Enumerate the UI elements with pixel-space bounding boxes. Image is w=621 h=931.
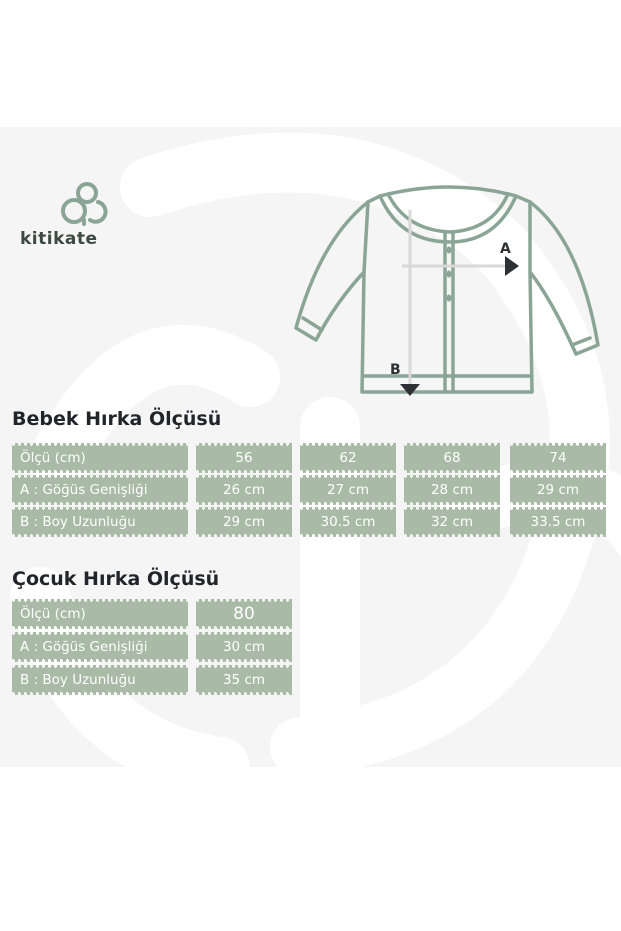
cocuk-row-label: Ölçü (cm)	[12, 602, 188, 626]
bebek-cell: 27 cm	[300, 478, 396, 502]
cocuk-title: Çocuk Hırka Ölçüsü	[12, 568, 220, 590]
cocuk-row-label: A : Göğüs Genişliği	[12, 635, 188, 659]
bebek-cell: 56	[196, 446, 292, 470]
bebek-cell: 74	[510, 446, 606, 470]
arrow-a-icon	[505, 256, 519, 276]
cocuk-row-label: B : Boy Uzunluğu	[12, 668, 188, 692]
cocuk-cell: 35 cm	[196, 668, 292, 692]
bebek-title: Bebek Hırka Ölçüsü	[12, 408, 222, 430]
bebek-cell: 30.5 cm	[300, 510, 396, 534]
bebek-cell: 33.5 cm	[510, 510, 606, 534]
arrow-b-icon	[400, 384, 420, 396]
bebek-cell: 28 cm	[404, 478, 500, 502]
bebek-row-label: Ölçü (cm)	[12, 446, 188, 470]
bebek-cell: 29 cm	[196, 510, 292, 534]
cocuk-cell: 80	[196, 602, 292, 626]
bebek-cell: 29 cm	[510, 478, 606, 502]
label-b: B	[390, 362, 401, 378]
bebek-row-label: B : Boy Uzunluğu	[12, 510, 188, 534]
cardigan-diagram	[290, 180, 610, 405]
bebek-row-label: A : Göğüs Genişliği	[12, 478, 188, 502]
bebek-cell: 62	[300, 446, 396, 470]
cocuk-cell: 30 cm	[196, 635, 292, 659]
bebek-cell: 32 cm	[404, 510, 500, 534]
bebek-cell: 68	[404, 446, 500, 470]
brand-name: kitikate	[20, 229, 98, 249]
bebek-cell: 26 cm	[196, 478, 292, 502]
label-a: A	[500, 241, 511, 257]
